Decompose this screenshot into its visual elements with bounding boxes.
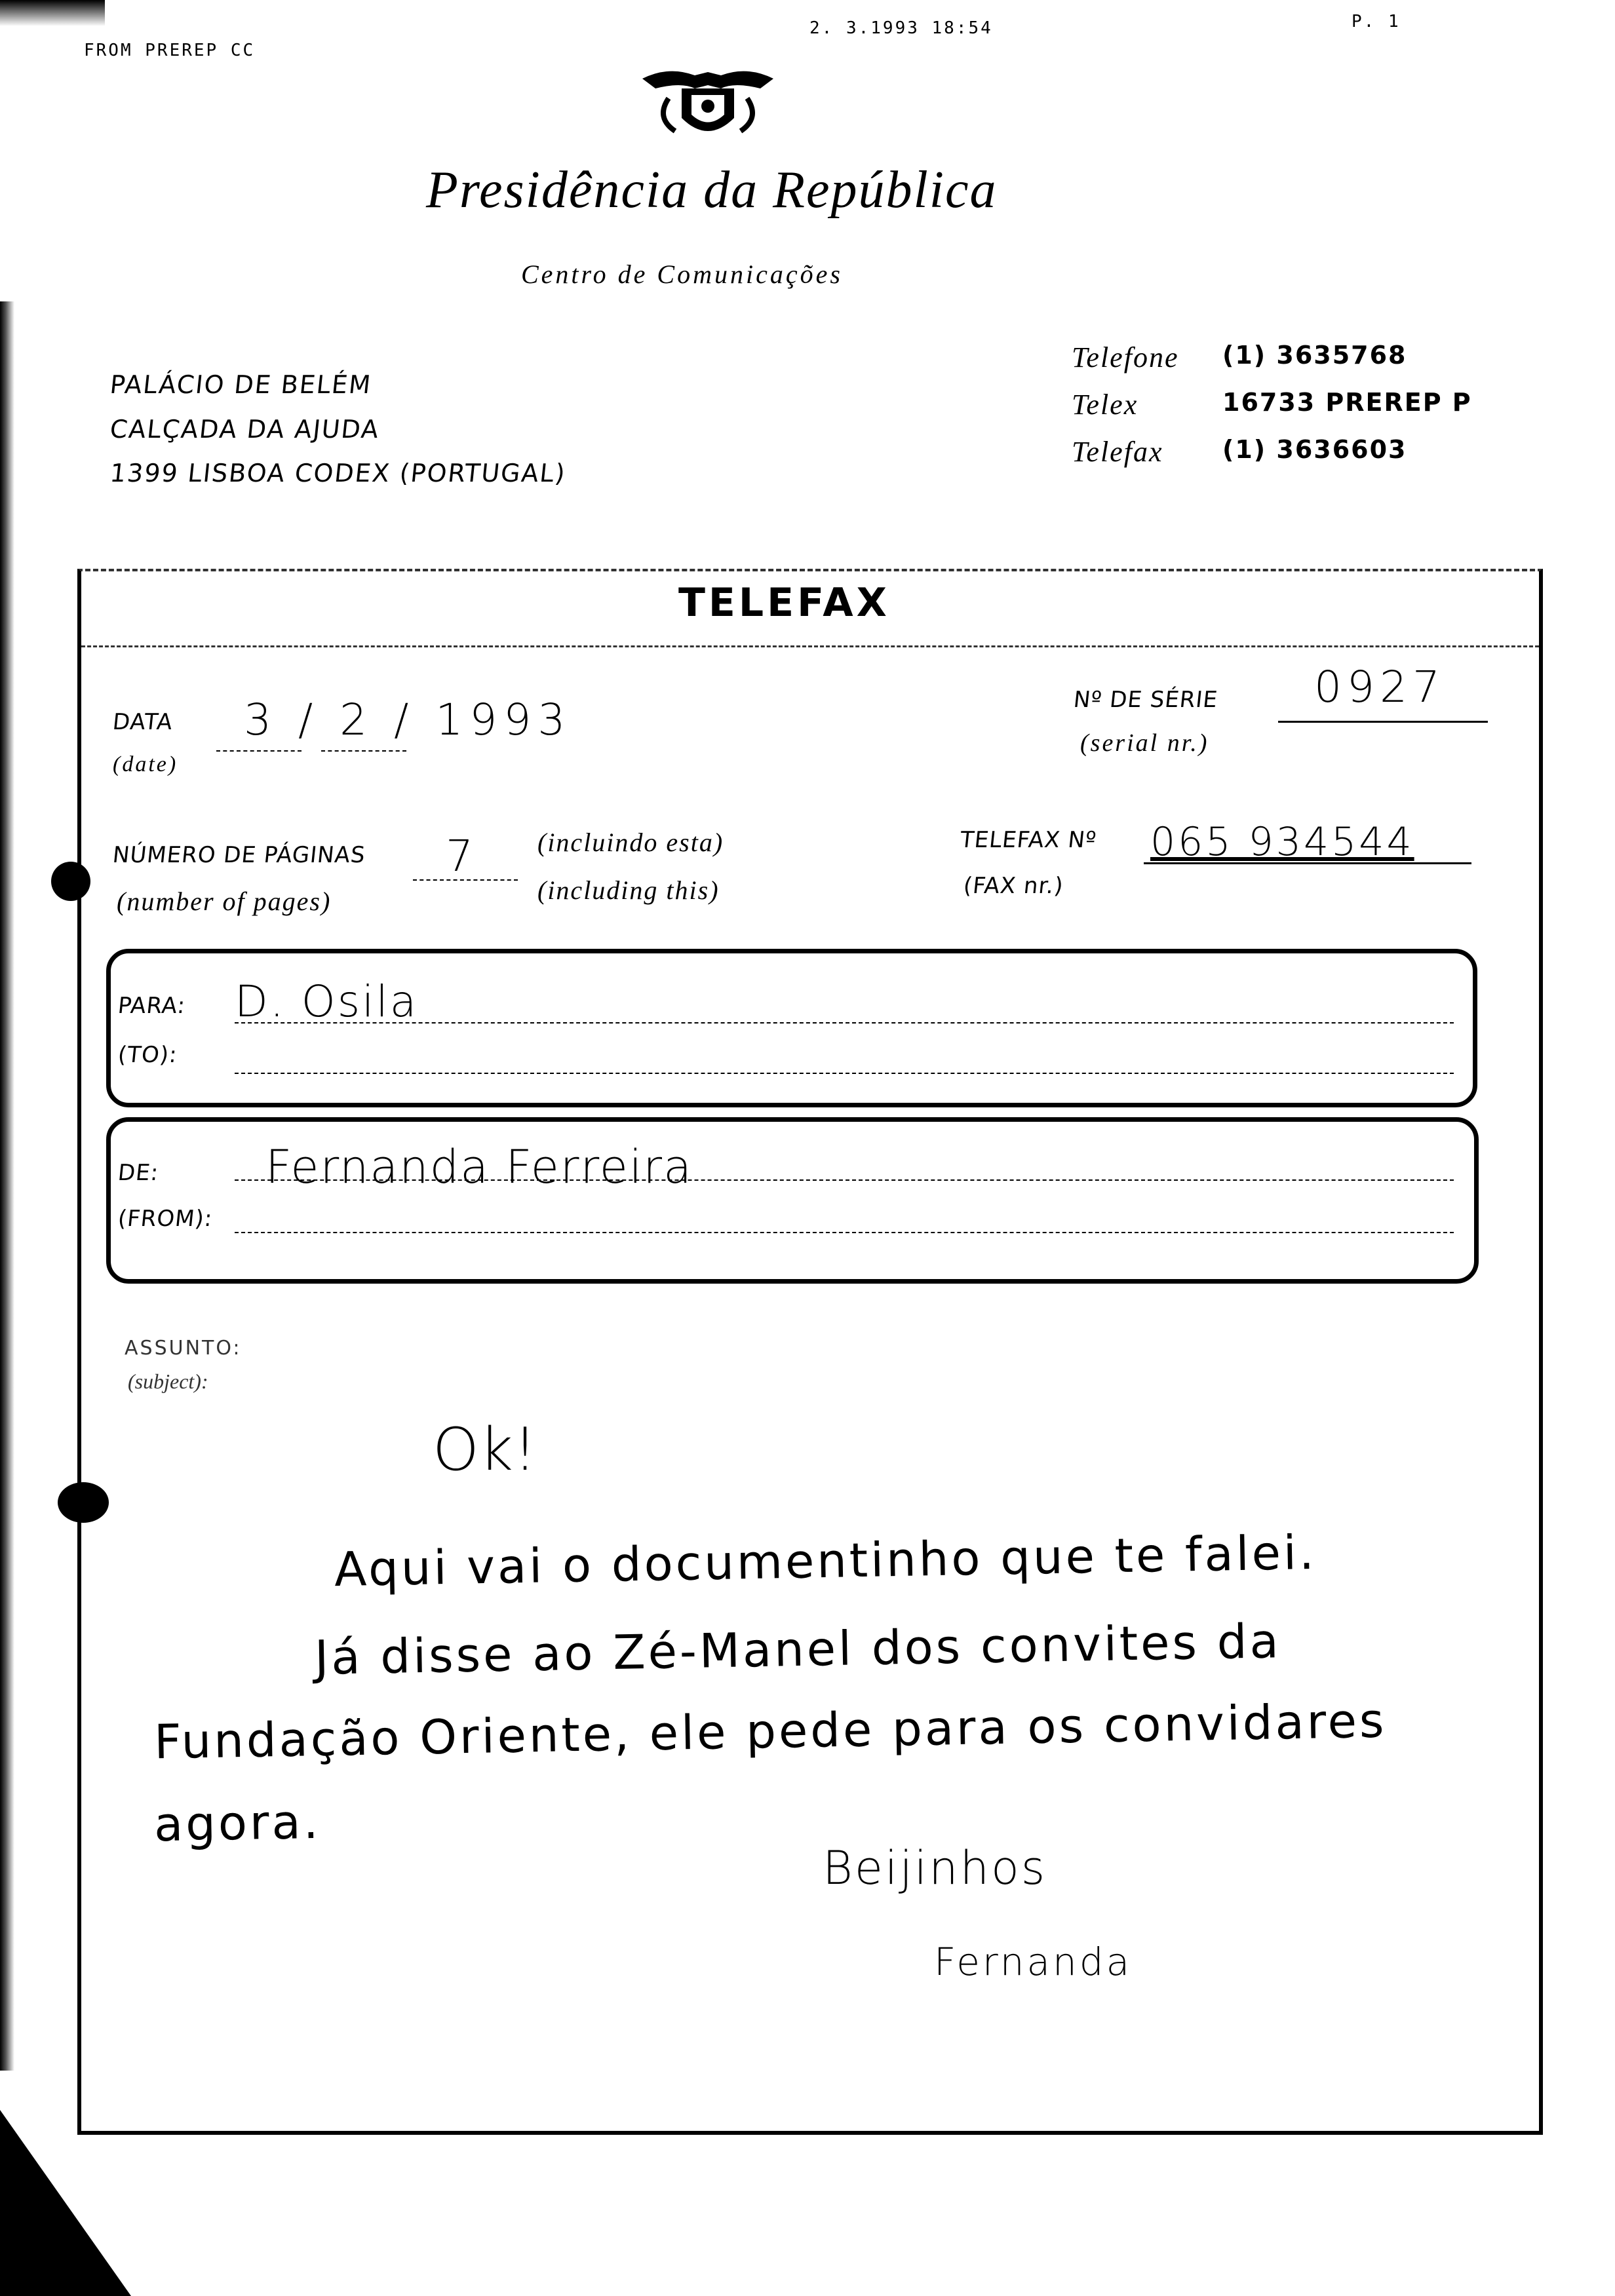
serial-underline bbox=[1278, 721, 1488, 723]
fax-header-from: FROM PREREP CC bbox=[84, 41, 256, 60]
from-line-1 bbox=[235, 1179, 1454, 1181]
pages-value: 7 bbox=[446, 831, 473, 881]
date-value: 3 / 2 / 1993 bbox=[244, 695, 572, 745]
form-heading: TELEFAX bbox=[678, 580, 890, 626]
to-label: PARA: bbox=[116, 993, 187, 1019]
address-line-2: CALÇADA DA AJUDA bbox=[108, 415, 381, 444]
message-line-3: Fundação Oriente, ele pede para os convidares bbox=[153, 1693, 1388, 1770]
message-line-2: Já disse ao Zé-Manel dos convites da bbox=[314, 1613, 1282, 1685]
punch-hole-top bbox=[51, 862, 90, 901]
punch-hole-bottom bbox=[58, 1482, 109, 1523]
left-edge-shadow bbox=[0, 301, 14, 2071]
pages-note-en: (including this) bbox=[537, 875, 720, 905]
to-line-2 bbox=[235, 1073, 1454, 1074]
date-label: DATA bbox=[111, 709, 174, 735]
message-line-1: Aqui vai o documentinho que te falei. bbox=[334, 1524, 1317, 1598]
letterhead-title: Presidência da República bbox=[426, 161, 998, 219]
from-value: Fernanda Ferreira bbox=[265, 1140, 693, 1194]
address-line-1: PALÁCIO DE BELÉM bbox=[108, 370, 374, 399]
fax-number-label: TELEFAX Nº bbox=[958, 827, 1099, 853]
letterhead-subtitle: Centro de Comunicações bbox=[521, 259, 843, 289]
contact-telefone-value: (1) 3635768 bbox=[1222, 341, 1407, 370]
contact-telefax bbox=[1072, 435, 1407, 469]
from-line-2 bbox=[235, 1232, 1454, 1233]
date-underline-month bbox=[321, 750, 406, 752]
fax-number-underline bbox=[1144, 862, 1471, 864]
subject-label: ASSUNTO: bbox=[125, 1337, 242, 1360]
serial-label: Nº DE SÉRIE bbox=[1072, 687, 1220, 713]
address-line-3: 1399 LISBOA CODEX (PORTUGAL) bbox=[108, 459, 568, 488]
to-value: D. Osila bbox=[235, 976, 419, 1027]
subject-label-en: (subject): bbox=[128, 1369, 208, 1393]
to-line-1 bbox=[235, 1022, 1454, 1024]
contact-telefax-value: (1) 3636603 bbox=[1222, 435, 1407, 464]
bottom-left-corner-fold bbox=[0, 2110, 131, 2296]
recipient-box bbox=[106, 949, 1477, 1107]
serial-value: 0927 bbox=[1314, 662, 1445, 712]
contact-telefax-label: Telefax bbox=[1072, 436, 1163, 468]
message-signature: Fernanda bbox=[934, 1940, 1133, 1984]
pages-note: (incluindo esta) bbox=[537, 828, 724, 857]
contact-telex bbox=[1072, 388, 1472, 421]
fax-header-page: P. 1 bbox=[1352, 12, 1401, 31]
from-label: DE: bbox=[116, 1160, 161, 1186]
date-label-en: (date) bbox=[113, 752, 178, 776]
message-line-4: agora. bbox=[153, 1793, 322, 1852]
contact-telefone bbox=[1072, 341, 1407, 374]
contact-telex-label: Telex bbox=[1072, 389, 1138, 421]
fax-number-label-en: (FAX nr.) bbox=[962, 873, 1065, 899]
contact-telex-value: 16733 PREREP P bbox=[1222, 388, 1472, 417]
fax-header-timestamp: 2. 3.1993 18:54 bbox=[809, 18, 993, 38]
heading-divider bbox=[81, 645, 1539, 647]
message-closing: Beijinhos bbox=[823, 1841, 1047, 1895]
telefax-form-frame bbox=[77, 569, 1543, 2135]
pages-underline bbox=[413, 879, 518, 881]
message-greeting: Ok! bbox=[433, 1415, 537, 1484]
to-label-en: (TO): bbox=[116, 1042, 179, 1068]
from-label-en: (FROM): bbox=[116, 1206, 214, 1232]
coat-of-arms-emblem bbox=[629, 59, 787, 144]
fax-number-value: 065 934544 bbox=[1150, 819, 1414, 865]
corner-shadow bbox=[0, 0, 105, 26]
pages-label-en: (number of pages) bbox=[117, 887, 332, 916]
date-underline-day bbox=[216, 750, 302, 752]
pages-label: NÚMERO DE PÁGINAS bbox=[111, 842, 367, 868]
serial-label-en: (serial nr.) bbox=[1080, 729, 1209, 757]
contact-telefone-label: Telefone bbox=[1072, 341, 1179, 373]
